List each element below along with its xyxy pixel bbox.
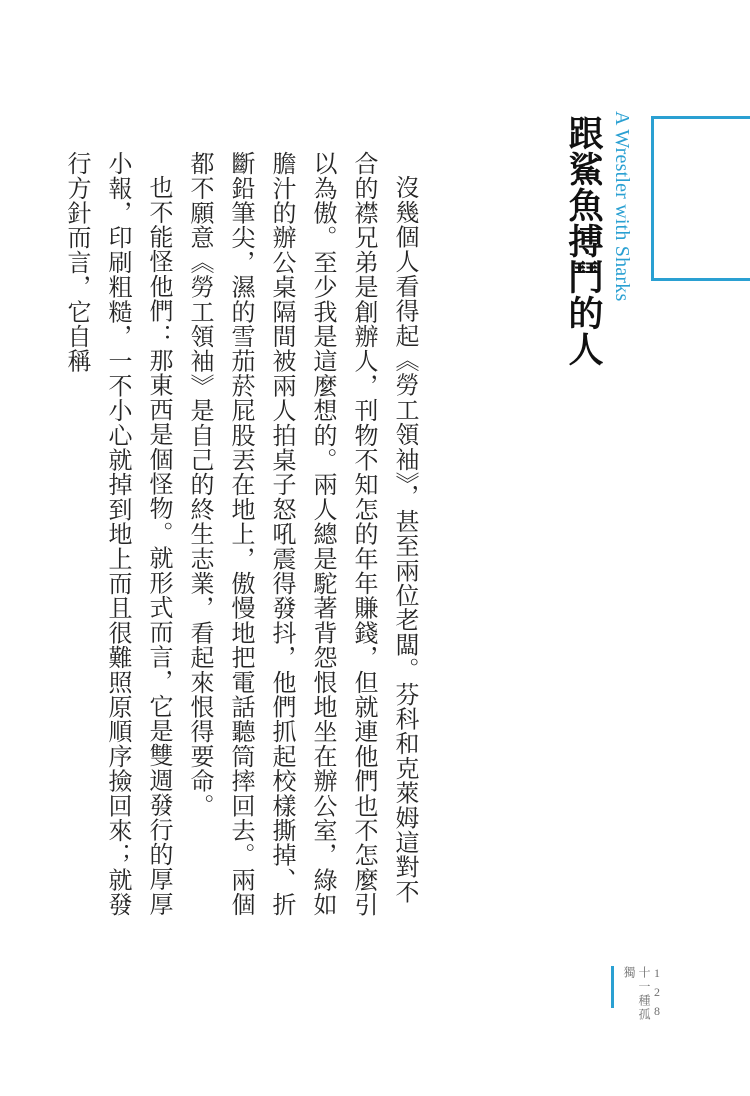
running-head-bar bbox=[611, 966, 614, 1008]
page-number: 128 bbox=[650, 966, 664, 1023]
chapter-body-text bbox=[63, 151, 425, 921]
body-paragraph-2: 也不能怪他們：那東西是個怪物。就形式而言，它是雙週發行的厚厚小報，印刷粗糙，一不小心就掉到地上而且很難照原順序撿回來；就發行方針而言，它自稱 bbox=[63, 151, 173, 917]
chapter-title-english: A Wrestler with Sharks bbox=[611, 111, 633, 302]
body-paragraph-1: 沒幾個人看得起《勞工領袖》，甚至兩位老闆。芬科和克萊姆這對不合的襟兄弟是創辦人，刊物不知怎的年年賺錢，但就連他們也不怎麼引以為傲。至少我是這麼想的。兩人總是駝著背怨恨地坐在辦公室，綠如膽汁的辦公桌隔間被兩人拍桌子怒吼震得發抖，他們抓起校樣撕掉、折斷鉛筆尖，濕的雪茄菸屁股丟在地上，傲慢地把電話聽筒摔回去。兩個都不願意《勞工領袖》是自己的終生志業，看起來恨得要命。 bbox=[186, 151, 419, 917]
running-head-book-title: 十一種孤獨 bbox=[622, 966, 651, 1022]
chapter-accent-frame bbox=[651, 116, 750, 281]
running-head bbox=[593, 966, 671, 1022]
chapter-title-chinese: 跟鯊魚搏鬥的人 bbox=[563, 115, 604, 367]
